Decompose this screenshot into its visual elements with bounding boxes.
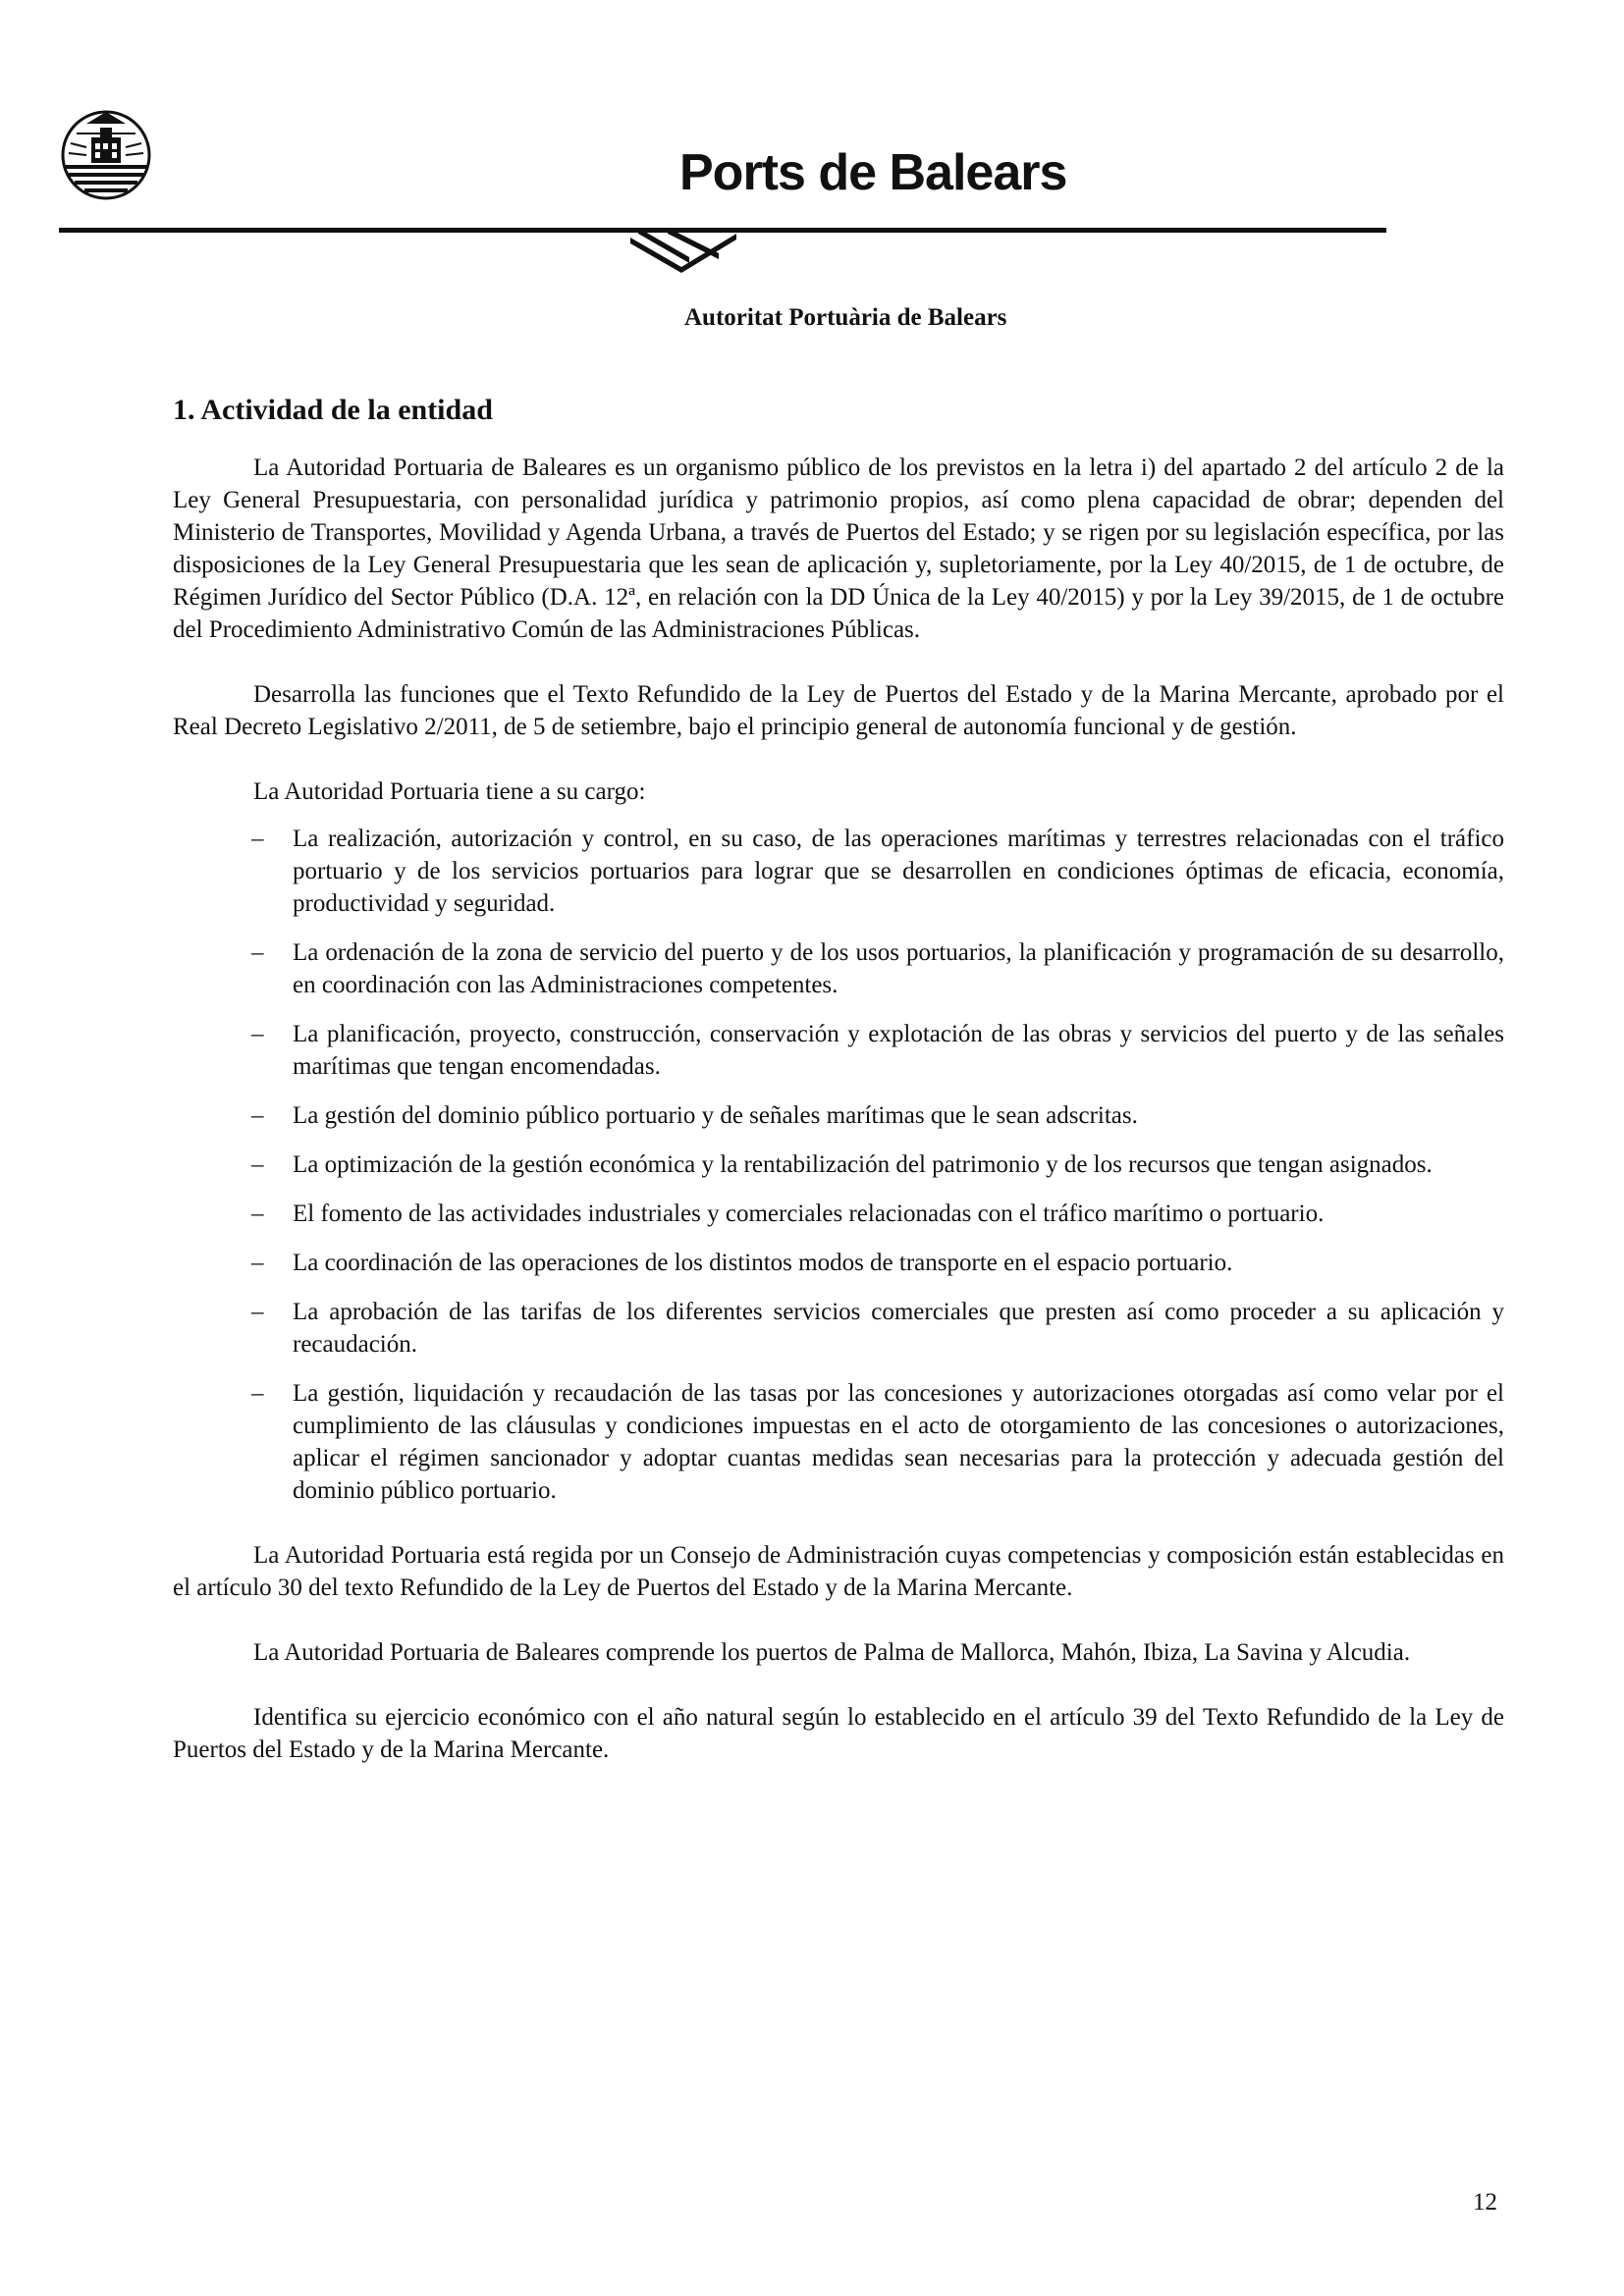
paragraph: La Autoridad Portuaria de Baleares comprende los puertos de Palma de Mallorca, Mahón, Ibiza, La Savina y Alcudia. <box>253 1639 1411 1666</box>
list-item-text: La ordenación de la zona de servicio del puerto y de los usos portuarios, la planificación y programación de su desarrollo, en coordinación con las Administraciones competentes. <box>293 939 1504 998</box>
list-item <box>173 1148 1504 1181</box>
paragraph: La Autoridad Portuaria está regida por un Consejo de Administración cuyas competencias y composición están establecidas en el artículo 30 del texto Refundido de la Ley de Puertos del Estado y de la Marina Mercante. <box>173 1542 1504 1601</box>
page-number: 12 <box>1473 2189 1497 2216</box>
brand-title: Ports de Balears <box>679 144 1067 201</box>
lighthouse-emblem-icon <box>57 104 155 202</box>
list-item <box>173 936 1504 1001</box>
dash-marker: – <box>251 1250 264 1276</box>
dash-marker: – <box>251 1021 264 1047</box>
list-item <box>173 1296 1504 1361</box>
paragraph: Identifica su ejercicio económico con el año natural según lo establecido en el artículo 39 del Texto Refundido de la Ley de Puertos del Estado y de la Marina Mercante. <box>173 1704 1504 1763</box>
brand-subtitle: Autoritat Portuària de Balears <box>684 304 1007 331</box>
paragraph: La Autoridad Portuaria de Baleares es un organismo público de los previstos en la letra i) del apartado 2 del artículo 2 de la Ley General Presupuestaria, con personalidad jurídica y patrimonio propios, así como plena capacidad de obrar; dependen del Ministerio de Transportes, Movilidad y Agenda Urbana, a través de Puertos del Estado; y se rigen por su legislación específica, por las disposiciones de la Ley General Presupuestaria que les sean de aplicación y, supletoriamente, por la Ley 40/2015, de 1 de octubre, de Régimen Jurídico del Sector Público (D.A. 12ª, en relación con la DD Única de la Ley 40/2015) y por la Ley 39/2015, de 1 de octubre del Procedimiento Administrativo Común de las Administraciones Públicas. <box>173 454 1504 643</box>
paragraph: Desarrolla las funciones que el Texto Refundido de la Ley de Puertos del Estado y de la Marina Mercante, aprobado por el Real Decreto Legislativo 2/2011, de 5 de setiembre, bajo el principio general de autonomía funcional y de gestión. <box>173 681 1504 740</box>
main-content <box>173 391 1504 1798</box>
chevron-emblem-icon <box>621 224 748 279</box>
list-item-text: La gestión del dominio público portuario y de señales marítimas que le sean adscritas. <box>293 1102 1138 1129</box>
list-item-text: La realización, autorización y control, en su caso, de las operaciones marítimas y terrestres relacionadas con el tráfico portuario y de los servicios portuarios para lograr que se desarrollen en condiciones óptimas de eficacia, economía, productividad y seguridad. <box>293 826 1504 917</box>
dash-marker: – <box>251 1201 264 1227</box>
dash-marker: – <box>251 939 264 966</box>
dash-marker: – <box>251 1299 264 1325</box>
dash-marker: – <box>251 1380 264 1407</box>
list-item-text: La coordinación de las operaciones de los distintos modos de transporte en el espacio portuario. <box>293 1250 1233 1276</box>
list-item <box>173 1247 1504 1279</box>
dash-marker: – <box>251 1102 264 1129</box>
responsibilities-list <box>173 823 1504 1507</box>
list-item <box>173 823 1504 920</box>
list-item <box>173 1099 1504 1132</box>
list-item-text: La optimización de la gestión económica y la rentabilización del patrimonio y de los recursos que tengan asignados. <box>293 1151 1433 1178</box>
dash-marker: – <box>251 1151 264 1178</box>
list-item-text: El fomento de las actividades industriales y comerciales relacionadas con el tráfico marítimo o portuario. <box>293 1201 1325 1227</box>
section-title: 1. Actividad de la entidad <box>173 394 493 426</box>
list-item-text: La planificación, proyecto, construcción, conservación y explotación de las obras y servicios del puerto y de las señales marítimas que tengan encomendadas. <box>293 1021 1504 1080</box>
list-item <box>173 1377 1504 1507</box>
list-item <box>173 1018 1504 1083</box>
list-item-text: La aprobación de las tarifas de los diferentes servicios comerciales que presten así como proceder a su aplicación y recaudación. <box>293 1299 1504 1358</box>
list-item <box>173 1198 1504 1230</box>
dash-marker: – <box>251 826 264 852</box>
list-intro: La Autoridad Portuaria tiene a su cargo: <box>253 778 646 805</box>
list-item-text: La gestión, liquidación y recaudación de las tasas por las concesiones y autorizaciones otorgadas así como velar por el cumplimiento de las cláusulas y condiciones impuestas en el acto de otorgamiento de las concesiones o autorizaciones, aplicar el régimen sancionador y adoptar cuantas medidas sean necesarias para la protección y adecuada gestión del dominio público portuario. <box>293 1380 1504 1504</box>
